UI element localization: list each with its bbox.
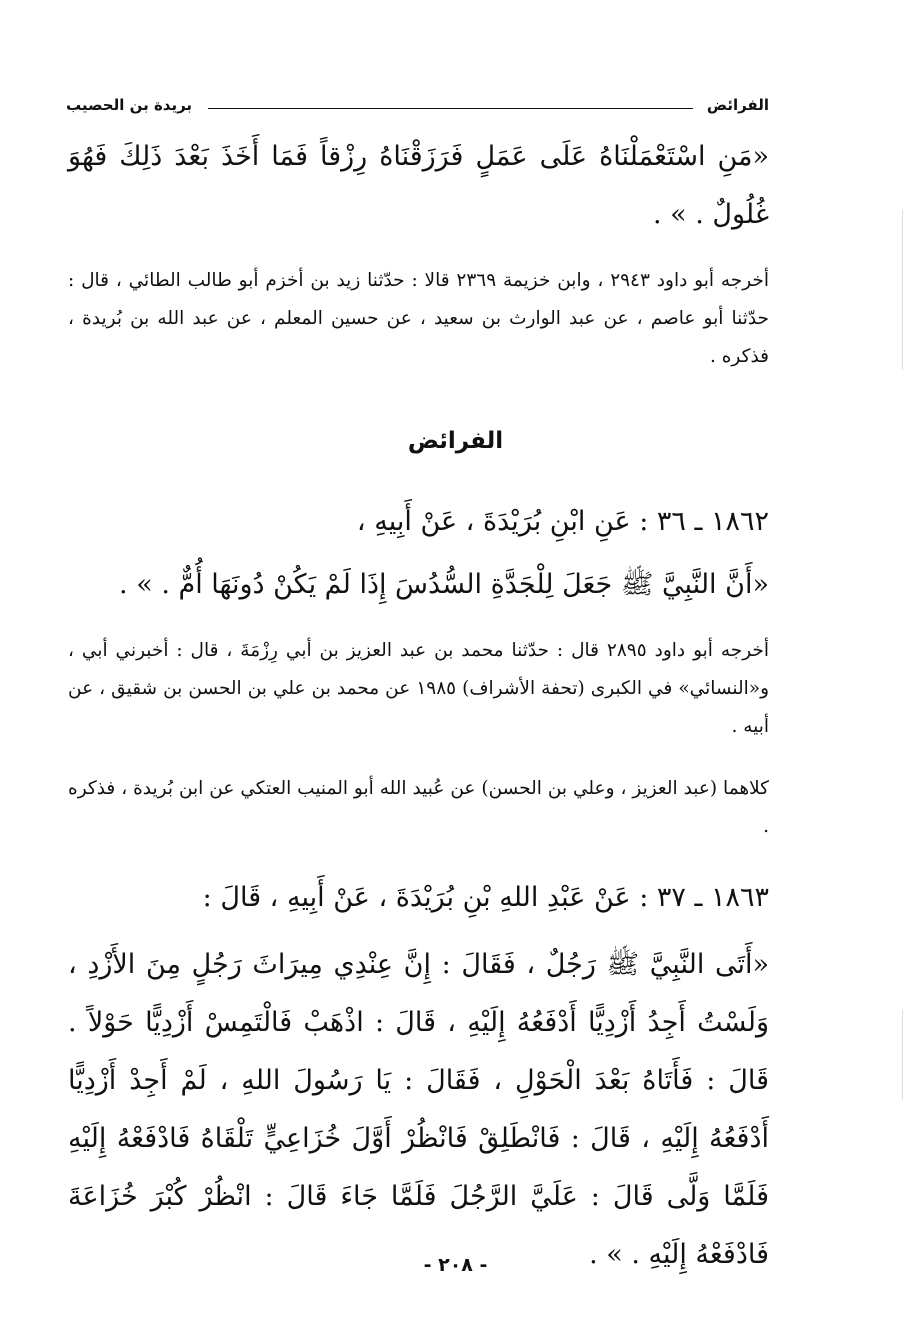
hadith-1862-isnad: ١٨٦٢ ـ ٣٦ : عَنِ ابْنِ بُرَيْدَةَ ، عَنْ أَبِيهِ ، — [356, 506, 769, 537]
page-number: - ٢٠٨ - — [423, 1254, 488, 1276]
hadith-1862-takhrij-2: كلاهما (عبد العزيز ، وعلي بن الحسن) عن عُبيد الله أبو المنيب العتكي عن ابن بُريدة ، فذكره . — [68, 778, 769, 837]
running-header — [66, 92, 769, 122]
prev-hadith-text: «مَنِ اسْتَعْمَلْنَاهُ عَلَى عَمَلٍ فَرَزَقْنَاهُ رِزْقاً فَمَا أَخَذَ بَعْدَ ذَلِكَ فَهُوَ غُلُولٌ . » . — [68, 141, 769, 230]
hadith-1862-text: «أَنَّ النَّبِيَّ ﷺ جَعَلَ لِلْجَدَّةِ السُّدُسَ إِذَا لَمْ يَكُنْ دُونَهَا أُمٌّ . » . — [119, 569, 769, 600]
section-title: الفرائض — [407, 428, 504, 454]
prev-hadith-takhrij: أخرجه أبو داود ٢٩٤٣ ، وابن خزيمة ٢٣٦٩ قالا : حدّثنا زيد بن أخزم أبو طالب الطائي ، قال : حدّثنا أبو عاصم ، عن عبد الوارث بن سعيد ، عن حسين المعلم ، عن عبد الله بن بُريدة ، فذكره . — [68, 270, 769, 367]
header-section: الفرائض — [706, 96, 769, 114]
scan-edge-line — [902, 210, 903, 370]
header-chapter: بريدة بن الحصيب — [66, 96, 193, 114]
hadith-1863-isnad: ١٨٦٣ ـ ٣٧ : عَنْ عَبْدِ اللهِ بْنِ بُرَيْدَةَ ، عَنْ أَبِيهِ ، قَالَ : — [202, 882, 769, 913]
scan-edge-line — [902, 1010, 903, 1100]
hadith-1862-takhrij-1: أخرجه أبو داود ٢٨٩٥ قال : حدّثنا محمد بن عبد العزيز بن أبي رِزْمَةَ ، قال : أخبرني أبي ، و«النسائي» في الكبرى (تحفة الأشراف) ١٩٨٥ عن محمد بن علي بن الحسن بن شقيق ، عن أبيه . — [68, 640, 770, 737]
hadith-1863-text: «أَتَى النَّبِيَّ ﷺ رَجُلٌ ، فَقَالَ : إِنَّ عِنْدِي مِيرَاثَ رَجُلٍ مِنَ الأَزْدِ ، وَلَسْتُ أَجِدُ أَزْدِيًّا أَدْفَعُهُ إِلَيْهِ ، قَالَ : اذْهَبْ فَالْتَمِسْ أَزْدِيًّا حَوْلاً . قَالَ : فَأَتَاهُ بَعْدَ الْحَوْلِ ، فَقَالَ : يَا رَسُولَ اللهِ ، لَمْ أَجِدْ أَزْدِيًّا أَدْفَعُهُ إِلَيْهِ ، قَالَ : فَانْطَلِقْ فَانْظُرْ أَوَّلَ خُزَاعِيٍّ تَلْقَاهُ فَادْفَعْهُ إِلَيْهِ فَلَمَّا وَلَّى قَالَ : عَلَيَّ الرَّجُلَ فَلَمَّا جَاءَ قَالَ : انْظُرْ كُبْرَ خُزَاعَةَ فَادْفَعْهُ إِلَيْهِ . » . — [68, 949, 769, 1270]
header-rule — [208, 108, 693, 109]
